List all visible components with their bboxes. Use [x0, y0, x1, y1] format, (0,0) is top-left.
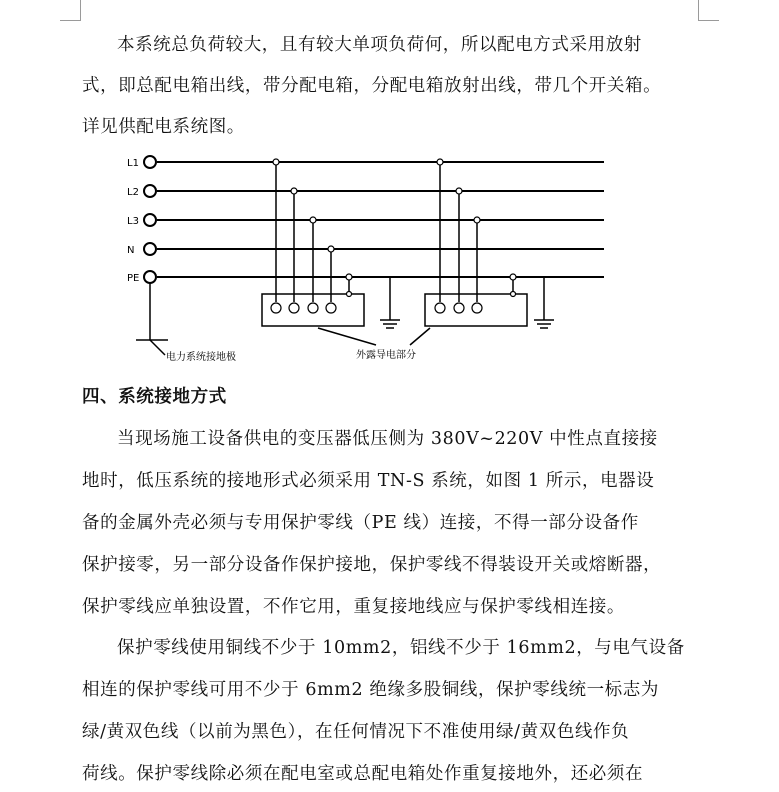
label-n: N	[127, 245, 135, 256]
exposed-leader-2	[410, 328, 430, 345]
terminal-l1	[144, 156, 156, 168]
para2-line-5: 保护零线应单独设置，不作它用，重复接地线应与保护零线相连接。	[82, 597, 625, 617]
label-l1: L1	[127, 158, 139, 169]
para1-line-3: 详见供配电系统图。	[82, 117, 245, 137]
exposed-leader-1	[318, 328, 376, 345]
para3-line-3: 绿/黄双色线（以前为黑色），在任何情况下不准使用绿/黄双色线作负	[82, 722, 630, 742]
para1-line-2: 式，即总配电箱出线，带分配电箱，分配电箱放射出线，带几个开关箱。	[82, 76, 662, 96]
terminal-pe	[144, 271, 156, 283]
section-heading: 四、系统接地方式	[82, 387, 227, 407]
label-l2: L2	[127, 187, 139, 198]
para2-line-2: 地时，低压系统的接地形式必须采用 TN-S 系统，如图 1 所示，电器设	[82, 471, 655, 491]
terminal-l2	[144, 185, 156, 197]
label-system-earth: 电力系统接地极	[166, 352, 236, 363]
system-earth-leader	[150, 340, 165, 355]
para2-line-1: 当现场施工设备供电的变压器低压侧为 380V~220V 中性点直接接	[117, 429, 658, 449]
terminal-n	[144, 243, 156, 255]
label-pe: PE	[127, 273, 140, 284]
para3-line-4: 荷线。保护零线除必须在配电室或总配电箱处作重复接地外，还必须在	[82, 764, 644, 784]
para2-line-4: 保护接零，另一部分设备作保护接地，保护零线不得装设开关或熔断器，	[82, 555, 662, 575]
para3-line-2: 相连的保护零线可用不少于 6mm2 绝缘多股铜线，保护零线统一标志为	[82, 680, 659, 700]
para2-line-3: 备的金属外壳必须与专用保护零线（PE 线）连接，不得一部分设备作	[82, 513, 639, 533]
label-exposed-parts: 外露导电部分	[356, 350, 416, 361]
terminal-l3	[144, 214, 156, 226]
para3-line-1: 保护零线使用铜线不少于 10mm2，铝线不少于 16mm2，与电气设备	[117, 638, 685, 658]
para1-line-1: 本系统总负荷较大，且有较大单项负荷何，所以配电方式采用放射	[117, 35, 642, 55]
label-l3: L3	[127, 216, 139, 227]
